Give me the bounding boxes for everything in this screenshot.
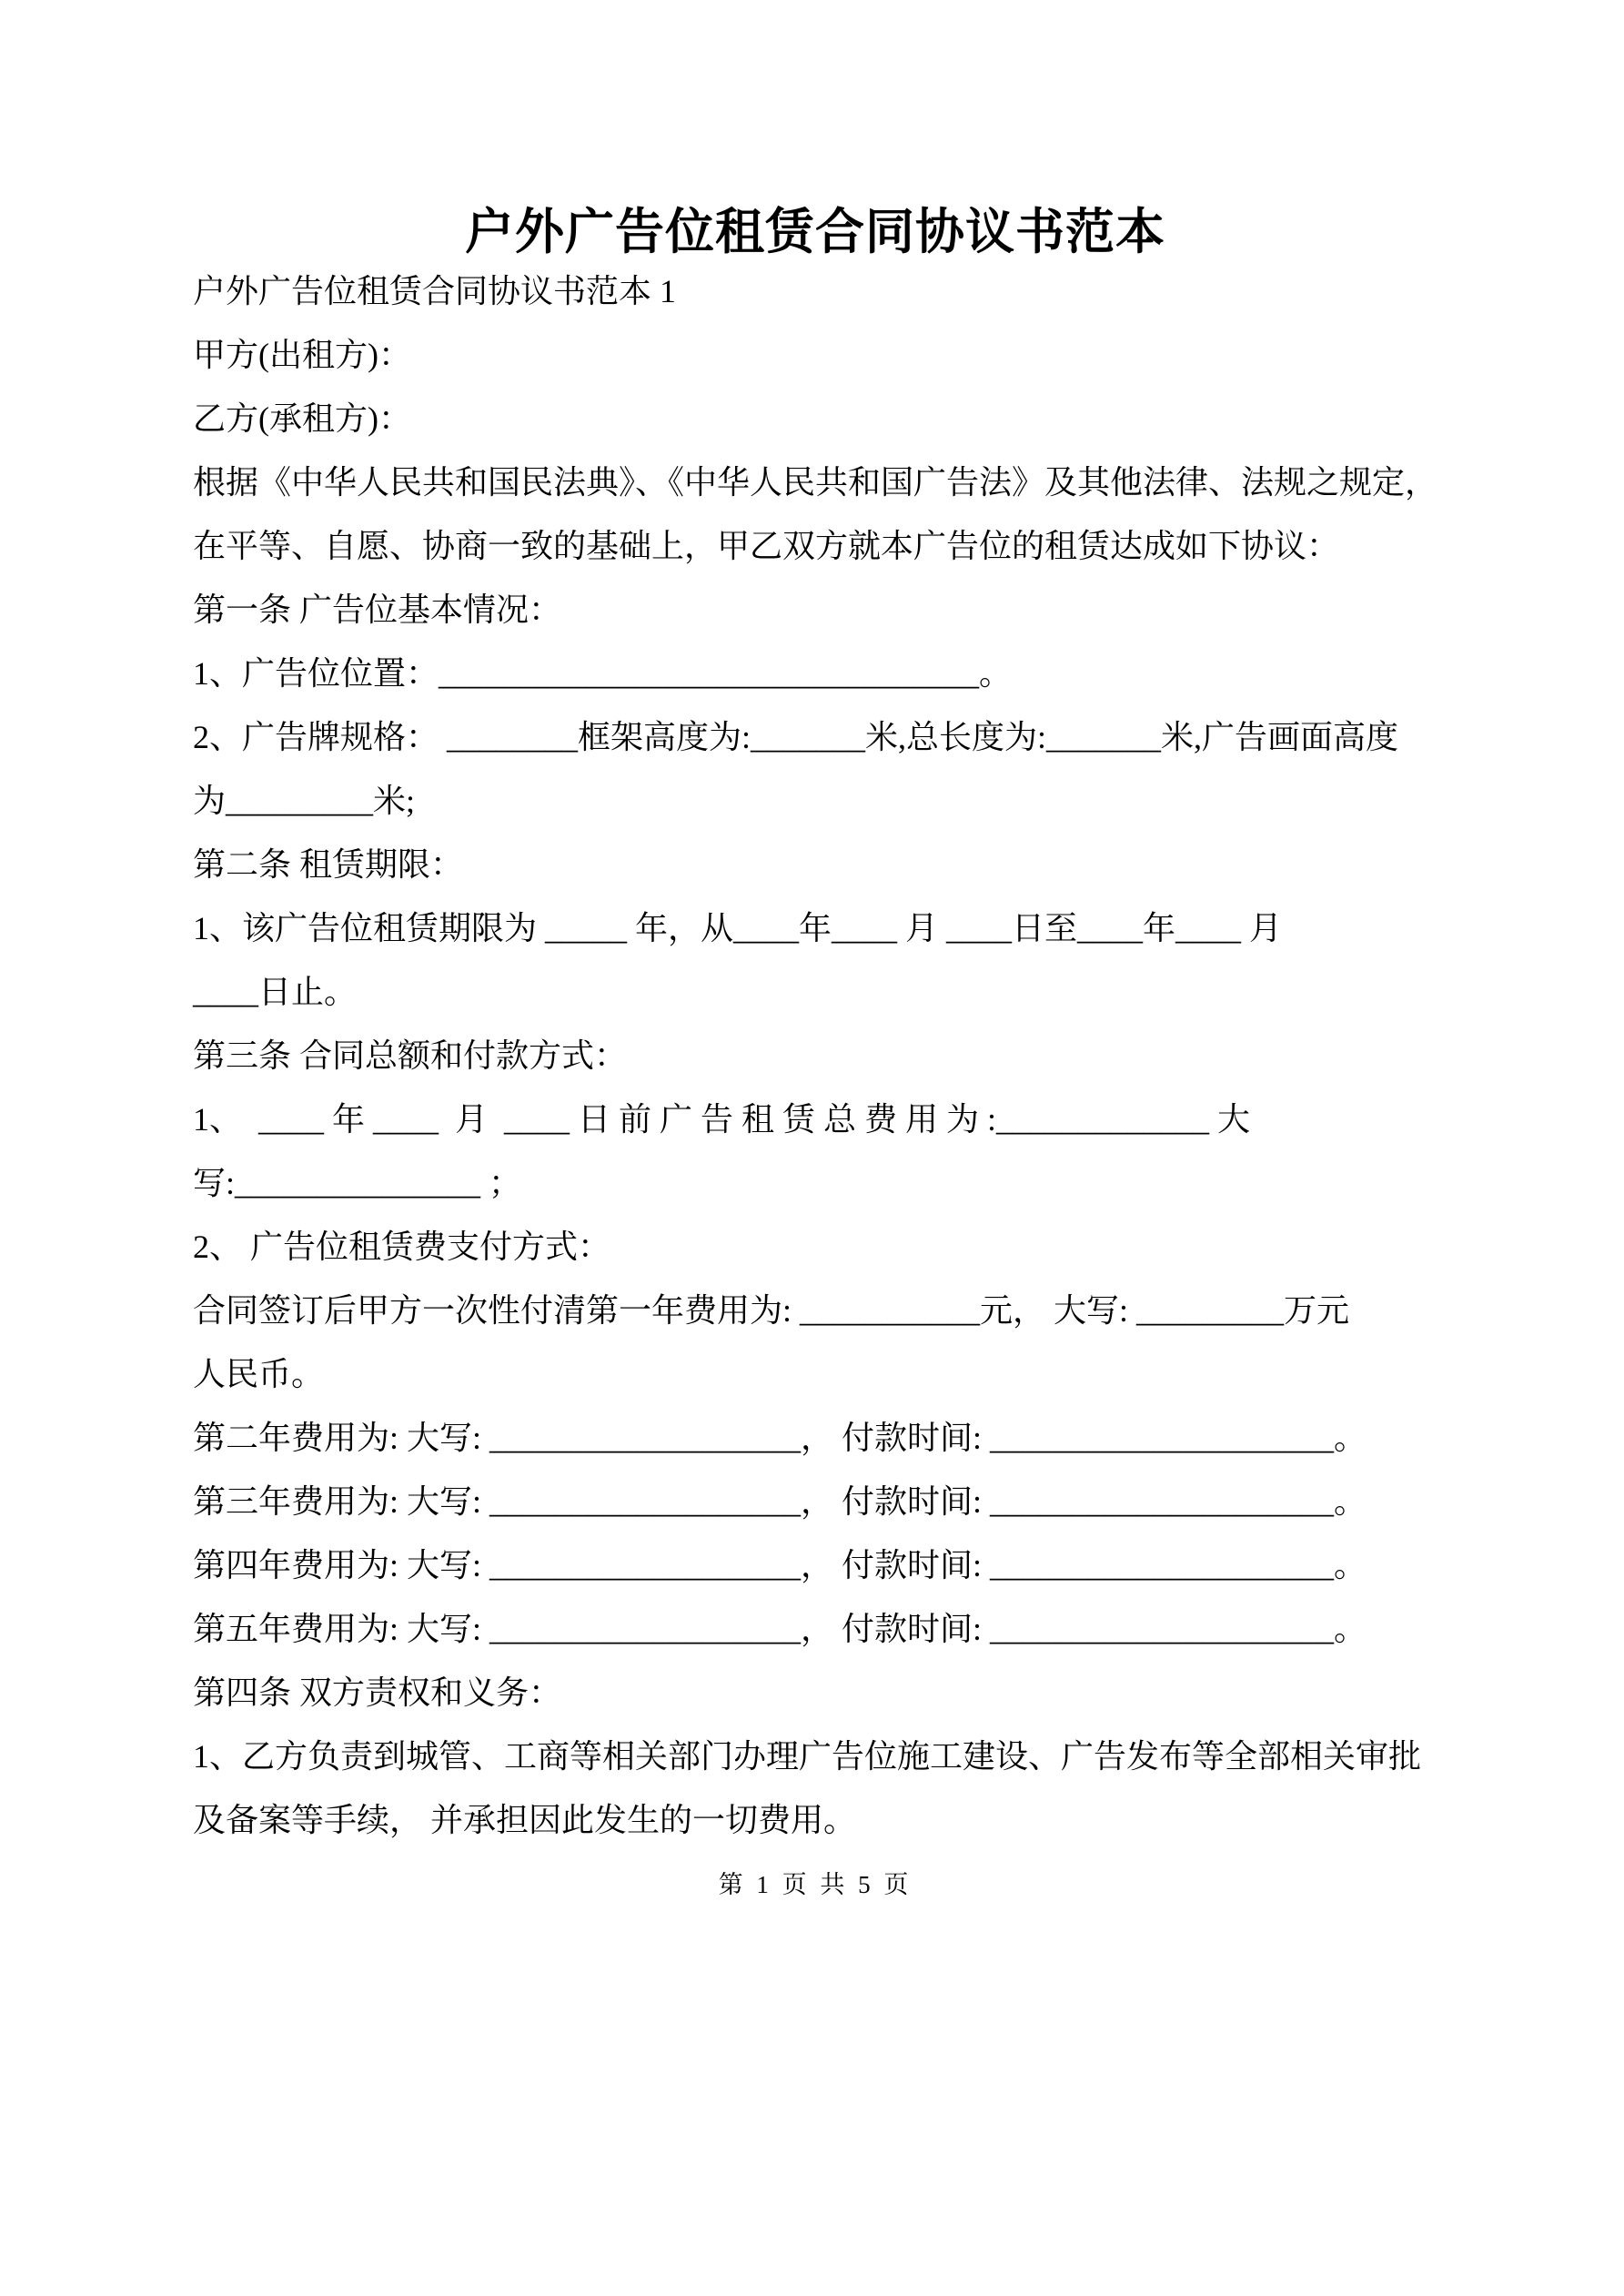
article-1-item-2-spec-line-2: 为_________米;: [193, 783, 416, 819]
contract-subtitle: 户外广告位租赁合同协议书范本 1: [193, 273, 677, 309]
article-1-heading: 第一条 广告位基本情况：: [193, 592, 562, 628]
article-3-year-3-fee-line: 第三年费用为: 大写: ___________________， 付款时间: _____________________。: [193, 1483, 1367, 1520]
article-2-heading: 第二条 租赁期限：: [193, 846, 464, 883]
article-4-heading: 第四条 双方责权和义务：: [193, 1674, 562, 1711]
article-3-year-4-fee-line: 第四年费用为: 大写: ___________________， 付款时间: _____________________。: [193, 1547, 1367, 1583]
article-4-item-1-line-2: 及备案等手续， 并承担因此发生的一切费用。: [193, 1802, 857, 1838]
article-3-item-1-total-fee-line-1: 1、 ____ 年 ____ 月 ____ 日 前 广 告 租 赁 总 费 用 为 :_____________ 大: [193, 1101, 1251, 1138]
article-1-item-2-spec-line-1: 2、广告牌规格： ________框架高度为:_______米,总长度为:_______米,广告画面高度: [193, 719, 1399, 755]
article-3-item-1-total-fee-line-2: 写:_______________ ；: [193, 1165, 522, 1201]
article-3-heading: 第三条 合同总额和付款方式：: [193, 1037, 628, 1074]
contract-title: 户外广告位租赁合同协议书范本: [465, 205, 1165, 259]
preamble-line-1: 根据《中华人民共和国民法典》、《中华人民共和国广告法》及其他法律、法规之规定，: [193, 464, 1438, 501]
article-2-item-1-term-line-1: 1、该广告位租赁期限为 _____ 年，从____年____ 月 ____日至____年____ 月: [193, 910, 1283, 946]
article-3-item-2-heading: 2、 广告位租赁费支付方式：: [193, 1229, 611, 1265]
party-b-lessee-line: 乙方(承租方)：: [193, 400, 411, 437]
preamble-line-2: 在平等、自愿、协商一致的基础上，甲乙双方就本广告位的租赁达成如下协议：: [193, 528, 1340, 564]
article-1-item-1-location: 1、广告位位置：_________________________________。: [193, 655, 1013, 692]
article-3-payment-line-1: 合同签订后甲方一次性付清第一年费用为: ___________元， 大写: _________万元: [193, 1292, 1350, 1329]
article-2-item-1-term-line-2: ____日止。: [193, 974, 358, 1010]
article-4-item-1-line-1: 1、乙方负责到城管、工商等相关部门办理广告位施工建设、广告发布等全部相关审批: [193, 1738, 1422, 1775]
article-3-payment-line-2: 人民币。: [193, 1356, 325, 1392]
article-3-year-2-fee-line: 第二年费用为: 大写: ___________________， 付款时间: _____________________。: [193, 1420, 1367, 1456]
party-a-lessor-line: 甲方(出租方)：: [193, 337, 411, 373]
page-number-footer: 第 1 页 共 5 页: [718, 1871, 913, 1898]
article-3-year-5-fee-line: 第五年费用为: 大写: ___________________， 付款时间: _____________________。: [193, 1611, 1367, 1647]
